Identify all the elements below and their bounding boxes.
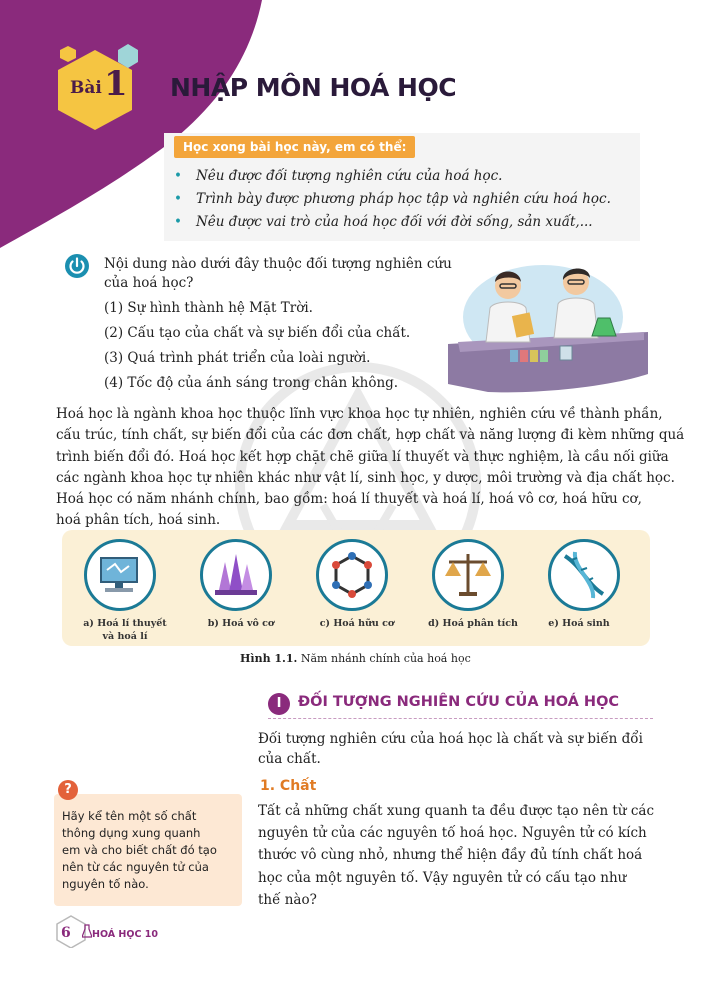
objectives-heading: Học xong bài học này, em có thể: bbox=[174, 136, 415, 158]
section-intro: Đối tượng nghiên cứu của hoá học là chất và sự biến đổi của chất. bbox=[258, 731, 643, 767]
branch-circle bbox=[432, 539, 504, 611]
intro-paragraph: Hoá học là ngành khoa học thuộc lĩnh vực khoa học tự nhiên, nghiên cứu về thành phần, cấu trúc, tính chất, sự biến đổi của các đơn chất, hợp chất và năng lượng đi kèm những quá trình biến đổi đó. Hoá học kết hợp chặt chẽ giữa lí thuyết và thực nghiệm, là cầu nối giữa các ngành khoa học tự nhiên khác như vật lí, sinh học, y dược, môi trường và địa chất học. Hoá học có năm nhánh chính, bao gồm: hoá lí thuyết và hoá lí, hoá vô cơ, hoá hữu cơ, hoá phân tích, hoá sinh. bbox=[56, 406, 685, 529]
question-option: (4) Tốc độ của ánh sáng trong chân không. bbox=[104, 375, 399, 391]
bullet-icon: • bbox=[174, 168, 182, 184]
lesson-title: NHẬP MÔN HOÁ HỌC bbox=[170, 73, 457, 102]
question-icon: ? bbox=[58, 780, 78, 800]
branch-circle bbox=[84, 539, 156, 611]
branch-label: e) Hoá sinh bbox=[548, 618, 610, 629]
question-prompt: Nội dung nào dưới đây thuộc đối tượng nghiên cứu của hoá học? bbox=[104, 256, 452, 291]
lesson-number: 1 bbox=[104, 64, 128, 104]
flask-icon bbox=[82, 924, 92, 938]
subsection-body: Tất cả những chất xung quanh ta đều được tạo nên từ các nguyên tử của các nguyên tố hoá học. Nguyên tử có kích thước vô cùng nhỏ, nhưng thể hiện đầy đủ tính chất hoá học của một nguyên tố. Vậy nguyên tử có cấu tạo như thế nào? bbox=[258, 803, 655, 908]
subsection-heading: 1. Chất bbox=[260, 778, 317, 794]
section-divider bbox=[268, 718, 653, 719]
objective-item: • Nêu được vai trò của hoá học đối với đời sống, sản xuất,... bbox=[174, 214, 593, 230]
bullet-icon: • bbox=[174, 191, 182, 207]
objectives-list bbox=[174, 165, 611, 234]
objective-item: • Trình bày được phương pháp học tập và nghiên cứu hoá học. bbox=[174, 191, 611, 207]
question-box-text: Hãy kể tên một số chất thông dụng xung quanh em và cho biết chất đó tạo nên từ các nguyên tử của nguyên tố nào. bbox=[62, 809, 217, 891]
objective-item: • Nêu được đối tượng nghiên cứu của hoá học. bbox=[174, 168, 503, 184]
branch-label: d) Hoá phân tích bbox=[428, 618, 518, 629]
bullet-icon: • bbox=[174, 214, 182, 230]
power-icon bbox=[64, 253, 90, 279]
lesson-label: Bài bbox=[70, 78, 102, 98]
balance-scale-icon bbox=[435, 542, 501, 608]
dna-icon bbox=[551, 542, 617, 608]
branch-circle bbox=[548, 539, 620, 611]
question-option: (2) Cấu tạo của chất và sự biến đổi của chất. bbox=[104, 325, 411, 341]
section-badge: I bbox=[268, 693, 290, 715]
crystal-icon bbox=[203, 542, 269, 608]
branch-circle bbox=[316, 539, 388, 611]
figure-caption: Hình 1.1. Năm nhánh chính của hoá học bbox=[240, 652, 471, 665]
branch-label: a) Hoá lí thuyết và hoá lí bbox=[83, 618, 167, 642]
computer-icon bbox=[87, 542, 153, 608]
benzene-ring-icon bbox=[319, 542, 385, 608]
lab-scientists-illustration bbox=[448, 262, 648, 402]
branch-circle bbox=[200, 539, 272, 611]
branch-label: c) Hoá hữu cơ bbox=[319, 618, 395, 629]
question-option: (1) Sự hình thành hệ Mặt Trời. bbox=[104, 300, 313, 316]
page-number: 6 bbox=[61, 925, 71, 941]
question-option: (3) Quá trình phát triển của loài người. bbox=[104, 350, 371, 366]
section-title: ĐỐI TƯỢNG NGHIÊN CỨU CỦA HOÁ HỌC bbox=[298, 694, 620, 710]
book-title: HOÁ HỌC 10 bbox=[92, 929, 158, 940]
branch-label: b) Hoá vô cơ bbox=[207, 618, 275, 629]
